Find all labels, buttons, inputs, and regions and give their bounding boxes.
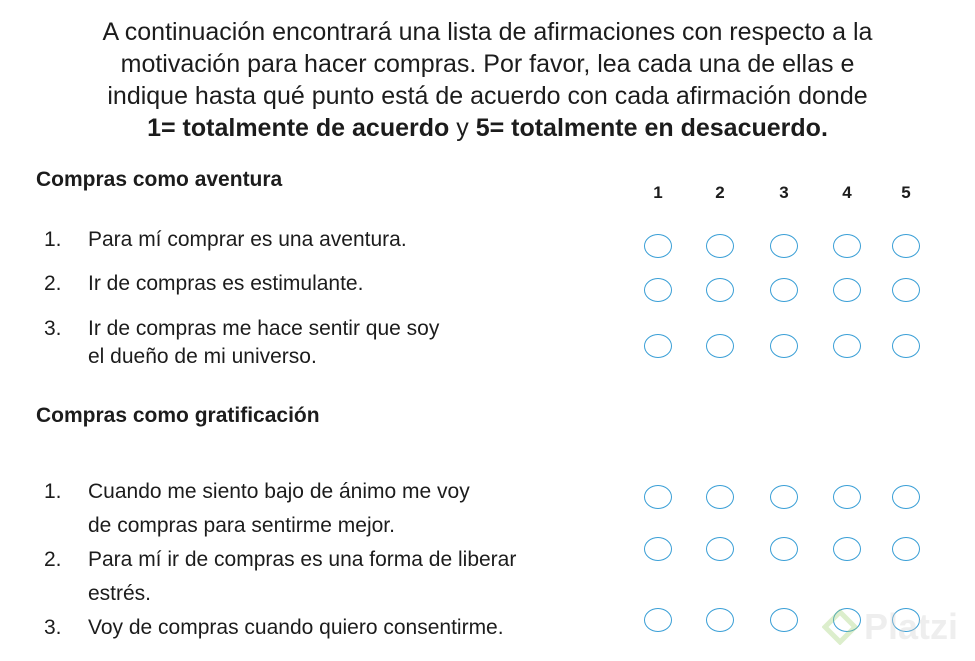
- rating-radio-2[interactable]: [706, 234, 734, 258]
- item-text: [88, 478, 604, 540]
- rating-radio-5[interactable]: [892, 485, 920, 509]
- item-text: [88, 546, 604, 608]
- rating-radio-1[interactable]: [644, 608, 672, 632]
- rating-radio-2[interactable]: [706, 334, 734, 358]
- item-text: Para mí comprar es una aventura.: [88, 228, 407, 251]
- instructions: [30, 16, 945, 144]
- rating-radio-1[interactable]: [644, 485, 672, 509]
- rating-radio-2[interactable]: [706, 485, 734, 509]
- list-item: [44, 226, 604, 254]
- item-text-line: estrés.: [88, 582, 152, 605]
- rating-radio-5[interactable]: [892, 234, 920, 258]
- rating-radio-1[interactable]: [644, 537, 672, 561]
- section-title-gratificacion: Compras como gratificación: [36, 404, 320, 427]
- scale-header-4: 4: [842, 183, 852, 202]
- rating-radio-4[interactable]: [833, 278, 861, 302]
- platzi-logo-icon: [822, 609, 858, 645]
- rating-radio-5[interactable]: [892, 537, 920, 561]
- item-text: Voy de compras cuando quiero consentirme.: [88, 616, 504, 639]
- item-number: 2.: [44, 548, 62, 571]
- rating-radio-1[interactable]: [644, 278, 672, 302]
- item-text-line: el dueño de mi universo.: [88, 345, 317, 368]
- item-text-line: Para mí ir de compras es una forma de liberar: [88, 548, 517, 571]
- rating-radio-5[interactable]: [892, 278, 920, 302]
- list-item: [44, 614, 604, 642]
- rating-radio-1[interactable]: [644, 234, 672, 258]
- rating-radio-3[interactable]: [770, 485, 798, 509]
- rating-radio-3[interactable]: [770, 278, 798, 302]
- rating-radio-4[interactable]: [833, 234, 861, 258]
- scale-header-1: 1: [653, 183, 663, 202]
- list-item: [44, 270, 604, 298]
- rating-radio-4[interactable]: [833, 537, 861, 561]
- list-item: [44, 478, 604, 540]
- item-text: [88, 315, 604, 371]
- rating-radio-3[interactable]: [770, 537, 798, 561]
- instructions-line: indique hasta qué punto está de acuerdo con cada afirmación donde: [107, 82, 868, 110]
- rating-radio-3[interactable]: [770, 334, 798, 358]
- item-text: Ir de compras es estimulante.: [88, 272, 364, 295]
- instructions-line: motivación para hacer compras. Por favor, lea cada una de ellas e: [120, 50, 855, 78]
- rating-radio-2[interactable]: [706, 278, 734, 302]
- instructions-line: A continuación encontrará una lista de afirmaciones con respecto a la: [102, 18, 873, 46]
- rating-radio-4[interactable]: [833, 485, 861, 509]
- rating-radio-3[interactable]: [770, 608, 798, 632]
- item-number: 1.: [44, 228, 62, 251]
- item-number: 3.: [44, 616, 62, 639]
- list-item: [44, 315, 604, 371]
- watermark-text: Platzi: [864, 606, 959, 647]
- rating-radio-5[interactable]: [892, 334, 920, 358]
- scale-header-3: 3: [779, 183, 789, 202]
- scale-definition-5: 5= totalmente en desacuerdo.: [475, 114, 828, 142]
- item-number: 2.: [44, 272, 62, 295]
- scale-connector: y: [449, 114, 476, 142]
- rating-radio-4[interactable]: [833, 334, 861, 358]
- rating-radio-2[interactable]: [706, 608, 734, 632]
- scale-definition-1: 1= totalmente de acuerdo: [147, 114, 450, 142]
- platzi-watermark: [822, 603, 972, 651]
- rating-radio-3[interactable]: [770, 234, 798, 258]
- scale-header-5: 5: [901, 183, 911, 202]
- item-number: 3.: [44, 317, 62, 340]
- instructions-line: [30, 112, 945, 144]
- section-title-aventura: Compras como aventura: [36, 168, 283, 191]
- item-text-line: Cuando me siento bajo de ánimo me voy: [88, 480, 470, 503]
- item-text-line: Ir de compras me hace sentir que soy: [88, 317, 440, 340]
- item-number: 1.: [44, 480, 62, 503]
- list-item: [44, 546, 604, 608]
- scale-header-2: 2: [715, 183, 725, 202]
- rating-radio-1[interactable]: [644, 334, 672, 358]
- item-text-line: de compras para sentirme mejor.: [88, 514, 395, 537]
- rating-radio-2[interactable]: [706, 537, 734, 561]
